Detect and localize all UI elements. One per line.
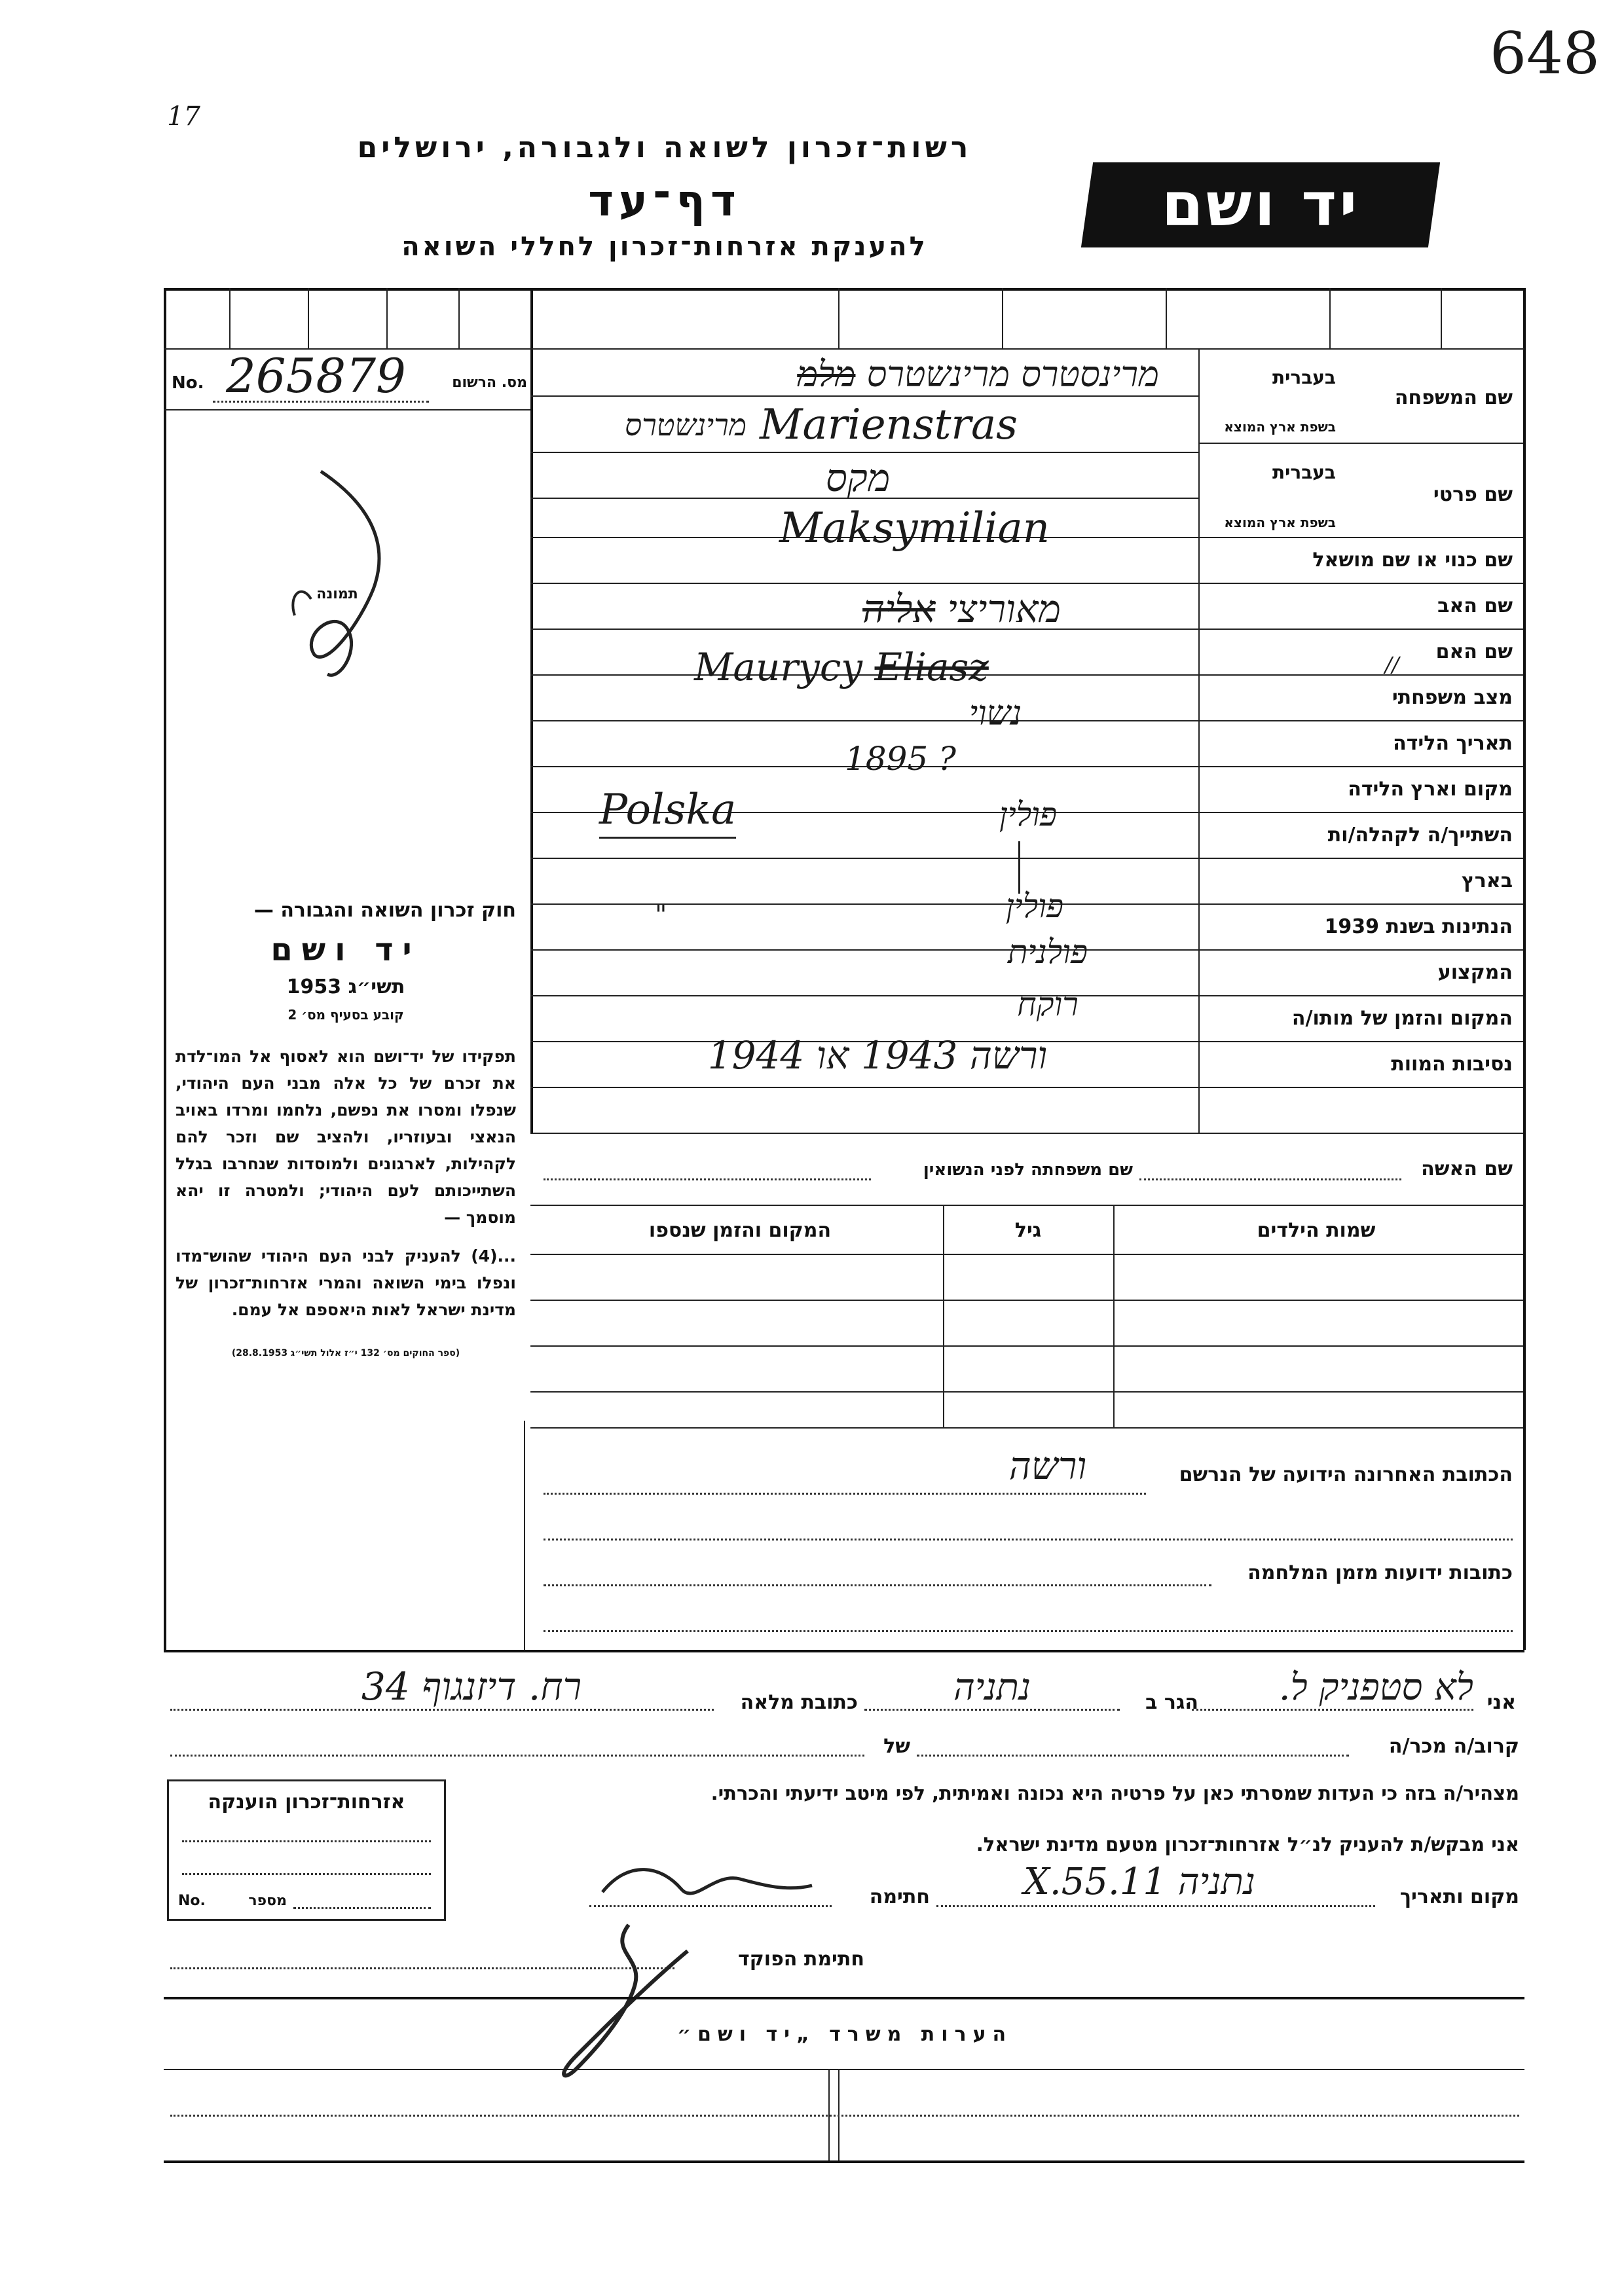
- logo-text: יד ושם: [1161, 170, 1360, 240]
- profession-label: המקצוע: [1437, 961, 1513, 984]
- page-number: 648: [1490, 20, 1600, 87]
- authority-line: רשות־זכרון לשואה ולגבורה, ירושלים: [357, 131, 972, 164]
- family-name-hebrew-value: [570, 354, 1159, 395]
- first-name-origin-value: Maksymilian: [779, 504, 1050, 553]
- country-label: בארץ: [1461, 869, 1513, 892]
- declaration-text: מצהיר/ה בזה כי העדות שמסרתי כאן על פרטיה היא נכונה ואמיתית, לפי מיטב ידיעתי והכרתי.: [710, 1782, 1519, 1804]
- children-place-header: המקום והזמן שנספו: [648, 1219, 832, 1242]
- marital-label: מצב משפחתי: [1392, 686, 1513, 709]
- page-title: דף־עד: [588, 175, 741, 226]
- father-origin-text: Maurycy: [694, 645, 863, 689]
- wife-label: שם האשה: [1421, 1157, 1513, 1180]
- father-origin-struck: Eliasz: [874, 645, 989, 689]
- family-name-label: שם המשפחה: [1394, 386, 1513, 409]
- relative-label: קרוב/ה מכר/ה: [1388, 1735, 1519, 1758]
- yad-vashem-logo: [1081, 162, 1440, 247]
- birth-date-label: תאריך הלידה: [1393, 732, 1513, 755]
- registration-number: 265879: [226, 348, 406, 403]
- mother-ditto-mark: //: [1385, 652, 1399, 677]
- birth-date-value: 1895 ?: [845, 740, 956, 778]
- father-hebrew-value: [655, 587, 1061, 631]
- declarant-city-value: נתניה: [953, 1666, 1031, 1709]
- maiden-name-label: שם משפחתה לפני הנשואין: [923, 1160, 1133, 1180]
- of-label: של: [883, 1735, 910, 1758]
- country-ditto-value: ": [655, 900, 667, 930]
- first-name-origin-sublabel: בשפת ארץ המוצא: [1224, 515, 1336, 530]
- law-title: חוק זכרון השואה והגבורה —: [253, 899, 516, 922]
- first-name-label: שם פרטי: [1433, 483, 1513, 506]
- full-address-label: כתובת מלאה: [740, 1691, 858, 1714]
- official-signature: [537, 1912, 733, 2095]
- photo-label: תמונה: [316, 586, 358, 602]
- photo-signature-scribble: [275, 458, 445, 694]
- last-address-label: הכתובת האחרונה הידועה של הנרשם: [1179, 1463, 1513, 1486]
- death-place-value: ורשה 1943 או 1944: [707, 1033, 1048, 1078]
- law-text: תפקידו של יד־ושם הוא לאסוף אל המו־לדת את זכרם של כל אלה מבני העם היהודי, שנפלו ומסרו את נפשם, נלחמו ומרדו באויב הנאצי ובעוזריו, ולהציב שם וזכר להם לקהילות, לארגונים ולמוסדות שנחרבו בגלל השתייכותם לעם היהודי; ולמטרה זו יהא מוסמך —: [175, 1047, 516, 1227]
- father-label: שם האב: [1437, 594, 1513, 617]
- request-text: אני מבקש/ת להעניק לנ״ל אזרחות־זכרון מטעם מדינת ישראל.: [976, 1833, 1519, 1855]
- father-hebrew-text: מאוריצי: [947, 587, 1061, 631]
- nickname-label: שם כנוי או שם מושאל: [1312, 549, 1513, 572]
- corner-mark: 17: [167, 101, 200, 132]
- last-address-value: ורשה: [1008, 1444, 1087, 1488]
- citizenship-label: הנתינות בשנת 1939: [1324, 915, 1513, 938]
- law-text-clause-4: ...(4) להעניק לבני העם היהודי שהוש־מדו ונפלו בימי השואה והמרי אזרחות־זכרון של מדינת ישראל לאות היאספם אל עמם.: [175, 1247, 516, 1319]
- declarant-name-value: לא סטפניק ל.: [1278, 1666, 1473, 1709]
- children-age-header: גיל: [1014, 1219, 1042, 1242]
- law-year: תשי״ג 1953: [286, 975, 405, 998]
- family-name-origin-sublabel: בשפת ארץ המוצא: [1224, 419, 1336, 435]
- page-subtitle: להענקת אזרחות־זכרון לחללי השואה: [401, 232, 928, 262]
- citizenship-awarded-title: אזרחות־זכרון הוענקה: [208, 1791, 405, 1813]
- law-name: יד ושם: [270, 932, 421, 968]
- declarant-address-value: רח. דיזנגוף 34: [361, 1664, 582, 1709]
- residing-in-label: הגר ב: [1145, 1691, 1198, 1714]
- country-value: פולין: [1005, 887, 1064, 925]
- birth-place-label: מקום וארץ הלידה: [1348, 778, 1513, 801]
- signature-label: חתימה: [869, 1886, 930, 1908]
- death-place-label: המקום והזמן של מותו/ה: [1291, 1007, 1513, 1030]
- box-number-label: מספר: [248, 1893, 287, 1909]
- citizenship-value: פולנית: [1007, 933, 1088, 971]
- family-name-origin-value: Marienstras: [760, 401, 1018, 449]
- profession-value: רוקח: [1017, 985, 1079, 1023]
- father-origin-value: [694, 645, 989, 689]
- family-name-struck-text: מלמ: [797, 354, 856, 395]
- birth-place-hebrew-value: פולין: [999, 795, 1058, 833]
- marital-value: נשוי: [969, 694, 1022, 733]
- family-name-hebrew-text: מרינסטרס מרינשטרס: [866, 354, 1159, 395]
- first-name-hebrew-sublabel: בעברית: [1272, 462, 1336, 483]
- war-addresses-label: כתובות ידועות מזמן המלחמה: [1247, 1561, 1513, 1584]
- box-no-label: No.: [178, 1893, 206, 1909]
- registration-no-label: No.: [172, 373, 204, 393]
- children-names-header: שמות הילדים: [1257, 1219, 1376, 1242]
- death-circumstances-label: נסיבות המוות: [1391, 1053, 1513, 1076]
- law-block: [175, 897, 516, 1367]
- declarant-signature: [589, 1853, 832, 1918]
- vertical-ditto-stroke: [1018, 841, 1020, 894]
- place-date-value: נתניה 11.X.55: [1024, 1861, 1255, 1903]
- birth-place-origin-value: Polska: [599, 786, 736, 839]
- law-reference: (ספר החוקים מס׳ 132 י״ז אלול תשי״ג 28.8.1953): [231, 1348, 460, 1358]
- first-name-hebrew-value: מקס: [825, 456, 891, 500]
- law-clause: קובע בסעיף מס׳ 2: [287, 1007, 404, 1023]
- mother-label: שם האם: [1435, 640, 1513, 663]
- family-name-origin-hebrew-value: מרינשטרס: [625, 407, 747, 443]
- registration-label: מס. הרשום: [452, 374, 527, 391]
- family-name-hebrew-sublabel: בעברית: [1272, 367, 1336, 388]
- office-notes-label: הערות משרד „יד ושם״: [676, 2023, 1013, 2046]
- official-signature-label: חתימת הפוקד: [738, 1948, 864, 1971]
- community-label: השתייך/ה לקהלה/ות: [1327, 824, 1513, 847]
- place-date-label: מקום ותאריך: [1399, 1886, 1519, 1908]
- citizenship-awarded-box: [167, 1779, 446, 1921]
- declarant-i-label: אני: [1486, 1691, 1516, 1714]
- father-hebrew-struck: אליה: [862, 587, 936, 631]
